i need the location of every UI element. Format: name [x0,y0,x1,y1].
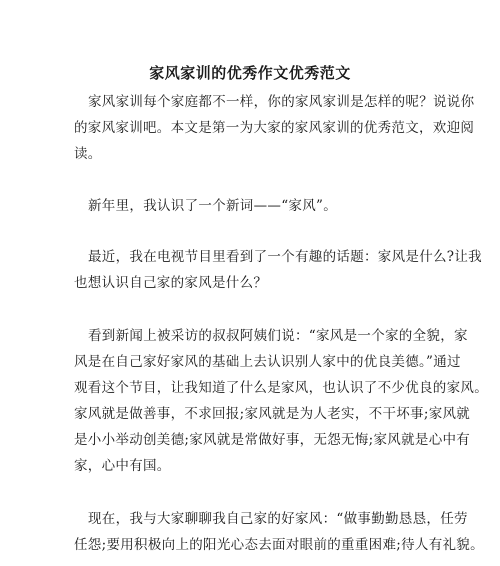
paragraph-line: 风是在自己家好家风的基础上去认识别人家中的优良美德。”通过 [74,354,461,370]
paragraph-line: 读。 [74,146,102,162]
paragraph-line: 家，心中有国。 [74,458,171,474]
paragraph-line: 新年里，我认识了一个新词——“家风”。 [88,198,338,214]
paragraph-line: 是小小举动创美德;家风就是常做好事，无怨无悔;家风就是心中有 [74,432,471,448]
paragraph-line: 也想认识自己家的家风是什么？ [74,275,268,291]
document-title: 家风家训的优秀作文优秀范文 [149,64,351,82]
paragraph-line: 最近，我在电视节目里看到了一个有趣的话题：家风是什么?让我 [88,249,482,265]
paragraph-line: 家风家训每个家庭都不一样，你的家风家训是怎样的呢？说说你 [88,94,475,110]
paragraph-line: 的家风家训吧。本文是第一为大家的家风家训的优秀范文，欢迎阅 [74,120,475,136]
paragraph-line: 家风就是做善事，不求回报;家风就是为人老实，不干坏事;家风就 [74,406,471,422]
paragraph-line: 任怨;要用积极向上的阳光心态去面对眼前的重重困难;待人有礼貌。 [74,537,484,553]
paragraph-line: 看到新闻上被采访的叔叔阿姨们说：“家风是一个家的全貌，家 [88,328,468,344]
paragraph-line: 观看这个节目，让我知道了什么是家风，也认识了不少优良的家风。 [74,380,488,396]
paragraph-line: 现在，我与大家聊聊我自己家的好家风：“做事勤勤恳恳，任劳 [88,511,468,527]
